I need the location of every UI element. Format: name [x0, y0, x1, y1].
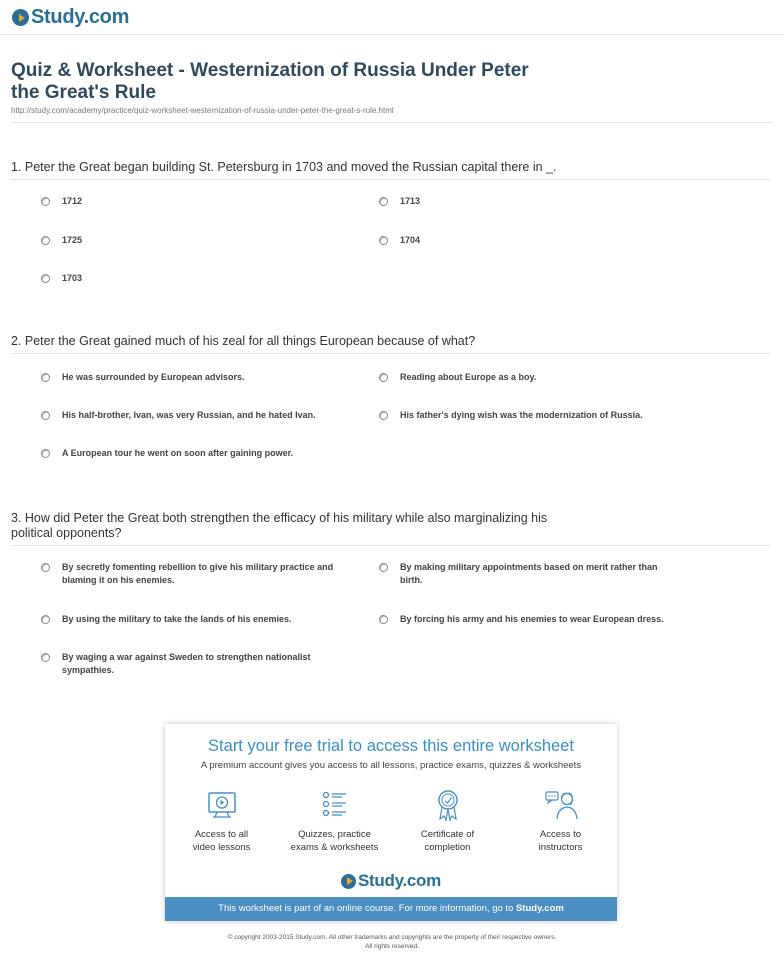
- question-divider: [11, 545, 771, 546]
- radio-button-icon[interactable]: [41, 236, 50, 245]
- feature-label: [167, 828, 277, 854]
- title-divider: [11, 122, 773, 123]
- answer-option[interactable]: [379, 195, 420, 208]
- feature-label: [393, 828, 503, 854]
- question-text: 1. Peter the Great began building St. Petersburg in 1703 and moved the Russian capital there in _.: [11, 160, 557, 174]
- feature-label-line: instructors: [538, 842, 583, 853]
- answer-option[interactable]: [379, 613, 664, 626]
- answer-label-line: blaming it on his enemies.: [62, 575, 175, 585]
- answer-option[interactable]: [41, 234, 82, 247]
- instructor-icon: [544, 788, 578, 822]
- page-title: [11, 60, 651, 104]
- radio-button-icon[interactable]: [41, 274, 50, 283]
- promo-footer-bar: [165, 897, 617, 921]
- answer-option[interactable]: [379, 561, 658, 587]
- page-url: http://study.com/academy/practice/quiz-worksheet-westernization-of-russia-under-peter-the-great-s-rule.html: [11, 106, 394, 115]
- radio-button-icon[interactable]: [379, 236, 388, 245]
- question-text: 2. Peter the Great gained much of his zeal for all things European because of what?: [11, 334, 476, 348]
- question-2: [11, 334, 771, 354]
- answer-option[interactable]: [41, 195, 82, 208]
- play-logo-icon: [12, 9, 29, 26]
- feature-label: [506, 828, 616, 854]
- answer-option[interactable]: [41, 651, 311, 677]
- radio-button-icon[interactable]: [41, 563, 50, 572]
- radio-button-icon[interactable]: [379, 411, 388, 420]
- play-logo-icon: [341, 874, 356, 889]
- feature-video-lessons: [165, 788, 278, 854]
- answer-label: 1725: [62, 235, 83, 245]
- logo-text: Study.com: [31, 6, 130, 28]
- copyright-line-2: All rights reserved.: [365, 943, 419, 950]
- answer-label-line: birth.: [400, 575, 423, 585]
- feature-label-line: video lessons: [192, 842, 251, 853]
- copyright-line-1: © copyright 2003-2015 Study.com. All other trademarks and copyrights are the property of their respective owners.: [227, 934, 557, 941]
- answer-label-line: By secretly fomenting rebellion to give his military practice and: [62, 562, 334, 572]
- feature-instructors: [504, 788, 617, 854]
- title-line-2: the Great's Rule: [11, 82, 156, 103]
- answer-label: [400, 561, 658, 587]
- feature-label: [280, 828, 390, 854]
- feature-label-line: exams & worksheets: [290, 842, 379, 853]
- question-text-line-1: 3. How did Peter the Great both strengthen the efficacy of his military while also marginalizing his: [11, 511, 548, 525]
- answer-option[interactable]: [41, 561, 333, 587]
- radio-button-icon[interactable]: [41, 653, 50, 662]
- free-trial-promo: [165, 724, 617, 921]
- question-divider: [11, 353, 771, 354]
- video-lesson-icon: [205, 788, 239, 822]
- answer-option[interactable]: [41, 447, 293, 460]
- answer-label-line: By waging a war against Sweden to strengthen nationalist: [62, 652, 311, 662]
- answer-label: By using the military to take the lands of his enemies.: [62, 614, 292, 624]
- answer-label: 1712: [62, 196, 83, 206]
- logo-text: Study.com: [358, 871, 441, 890]
- promo-subtitle: A premium account gives you access to all lessons, practice exams, quizzes & worksheets: [200, 760, 582, 771]
- feature-list: [165, 788, 617, 854]
- answer-label: [62, 561, 333, 587]
- question-divider: [11, 179, 771, 180]
- quiz-list-icon: [318, 788, 352, 822]
- feature-label-line: Access to: [539, 829, 582, 840]
- answer-option[interactable]: [379, 371, 536, 384]
- radio-button-icon[interactable]: [379, 563, 388, 572]
- answer-option[interactable]: [379, 409, 643, 422]
- answer-label: He was surrounded by European advisors.: [62, 372, 245, 382]
- header-divider: [0, 34, 784, 35]
- feature-label-line: completion: [424, 842, 471, 853]
- answer-label-line: By making military appointments based on merit rather than: [400, 562, 658, 572]
- answer-option[interactable]: [379, 234, 420, 247]
- radio-button-icon[interactable]: [41, 615, 50, 624]
- question-1: [11, 160, 771, 180]
- answer-label: By forcing his army and his enemies to wear European dress.: [400, 614, 664, 624]
- feature-certificate: [391, 788, 504, 854]
- answer-label-line: sympathies.: [62, 665, 115, 675]
- answer-label: A European tour he went on soon after gaining power.: [62, 448, 294, 458]
- radio-button-icon[interactable]: [41, 449, 50, 458]
- promo-title[interactable]: Start your free trial to access this entire worksheet: [208, 737, 574, 755]
- answer-label: Reading about Europe as a boy.: [400, 372, 537, 382]
- answer-option[interactable]: [41, 613, 292, 626]
- radio-button-icon[interactable]: [41, 411, 50, 420]
- radio-button-icon[interactable]: [41, 197, 50, 206]
- feature-label-line: Quizzes, practice: [298, 829, 371, 840]
- study-link[interactable]: Study.com: [515, 903, 564, 914]
- radio-button-icon[interactable]: [379, 615, 388, 624]
- feature-label-line: Access to all: [194, 829, 249, 840]
- study-logo[interactable]: [12, 6, 129, 29]
- feature-quizzes: [278, 788, 391, 854]
- answer-label: 1713: [400, 196, 421, 206]
- copyright-notice: [0, 933, 784, 951]
- question-text-line-2: political opponents?: [11, 526, 122, 540]
- answer-label: 1703: [62, 273, 83, 283]
- answer-label: His father's dying wish was the modernization of Russia.: [400, 410, 643, 420]
- certificate-icon: [431, 788, 465, 822]
- title-line-1: Quiz & Worksheet - Westernization of Russia Under Peter: [11, 60, 529, 81]
- promo-study-logo[interactable]: [165, 871, 617, 891]
- answer-label: His half-brother, Ivan, was very Russian, and he hated Ivan.: [62, 410, 316, 420]
- answer-label: [62, 651, 311, 677]
- answer-option[interactable]: [41, 409, 316, 422]
- radio-button-icon[interactable]: [41, 373, 50, 382]
- feature-label-line: Certificate of: [420, 829, 475, 840]
- answer-option[interactable]: [41, 371, 245, 384]
- radio-button-icon[interactable]: [379, 197, 388, 206]
- radio-button-icon[interactable]: [379, 373, 388, 382]
- answer-label: 1704: [400, 235, 421, 245]
- answer-option[interactable]: [41, 272, 82, 285]
- promo-footer-text: This worksheet is part of an online course. For more information, go to: [218, 903, 514, 914]
- question-text: [11, 511, 771, 541]
- question-3: [11, 511, 771, 546]
